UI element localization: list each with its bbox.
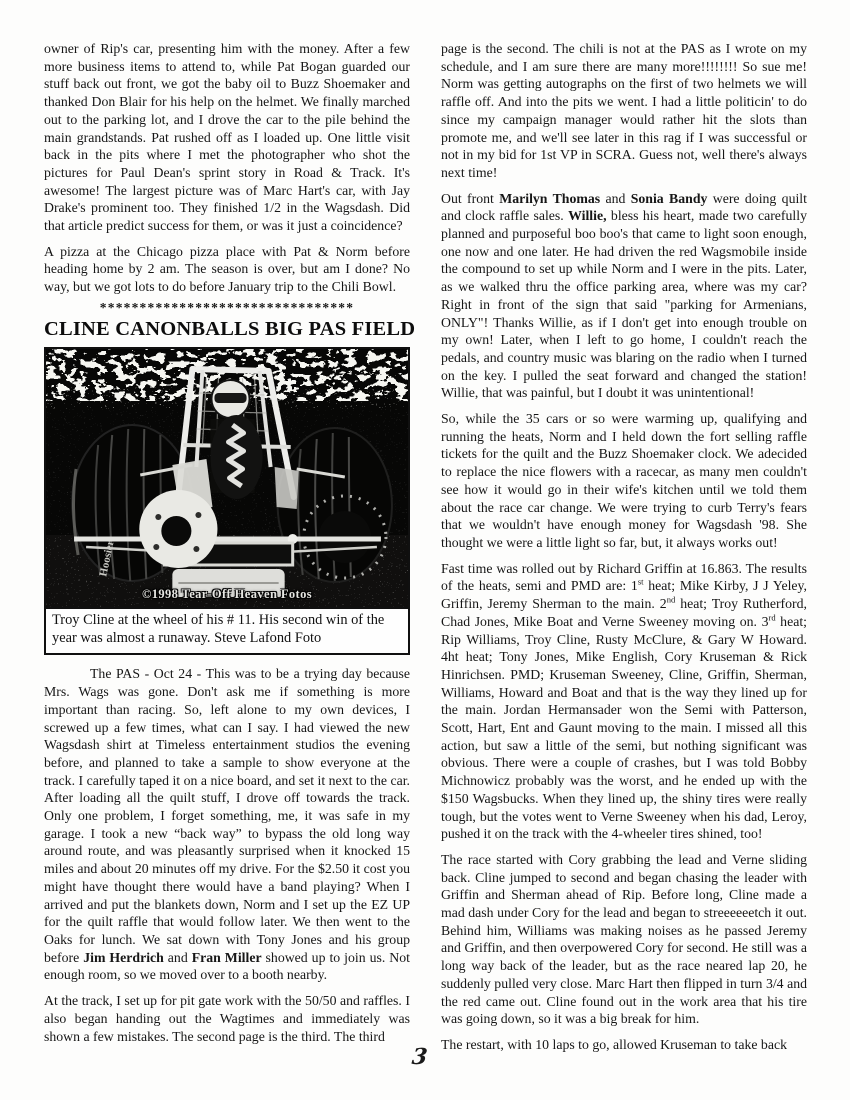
photo-figure	[44, 347, 410, 656]
paragraph-fast-time-results: Fast time was rolled out by Richard Griffin at 16.863. The results of the heats, semi and PMD are: 1st heat; Mike Kirby, J J Yeley, Griffin, Jeremy Sherman to the main. 2nd heat; Troy Rutherford, Chad Jones, Mike Boat and Verne Sweeney moving on. 3rd heat; Rip Williams, Troy Cline, Rusty McClure, & Gary W Howard. 4ht heat; Tony Jones, Mike English, Cory Kruseman & Rick Hinrichsen. PMD; Kruseman Sweeney, Cline, Griffin, Sherman, Williams, Howard and Boat and that is the way they lined up for the main. Jordan Hermansader won the Semi with Patterson, Scott, Hart, Ent and Gaunt moving to the main. I missed all this action, but saw a little of the semi, but nothing significant was obvious. There were a couple of crashes, but I was told Bobby Michnowicz probably was the worst, and he ended up with the $150 Wagsbucks. When they lined up, the shiny tires were really tough, but the votes went to Verne Sweeney when his dad, Leroy, pushed it on the track with the 4-wheeler tires shined, too!	[441, 560, 807, 842]
paragraph-owner-of-rips-car: owner of Rip's car, presenting him with the money. After a few more business items to attend to, while Pat Bogan guarded our stuff back out front, we got the baby oil to Buzz Shoemaker and thanked Don Blair for his help on the helmet. We finally marched out to the parking lot, and I drove the car to the pile behind the main grandstands. Pat rushed off as I loaded up. One little visit back in the pits where I met the photographer who shot the pictures for Paul Dean's sprint story in Road & Track. It's awesome! The largest picture was of Marc Hart's car, with Jay Drake's prominent too. They finished 1/2 in the Wagsdash. Did that article predict success for them, or was it just a coincidence?	[44, 41, 410, 234]
paragraph-pizza-chicago: A pizza at the Chicago pizza place with Pat & Norm before heading home by 2 am. The season is over, but am I done? No way, but we got lots to do before January trip to the Chili Bowl.	[44, 243, 410, 295]
paragraph-race-start: The race started with Cory grabbing the lead and Verne sliding back. Cline jumped to second and began chasing the leader with Griffin and Sherman ahead of Rip. Before long, Cline made a mad dash under Cory for the lead and began to streeeeeetch it out. Behind him, Williams was making noises as he passed Jeremy and Griffin, and then overpowered Cory for second. He still was a long way back of the leader, but as the race neared lap 20, he suddenly pulled very close. Marc Hart then flipped in turn 3/4 and the red came out. Cline found out in the work area that his tire was going down, so it was a big break for him.	[441, 851, 807, 1027]
right-column	[441, 40, 807, 1062]
left-column	[44, 40, 416, 1053]
paragraph-restart: The restart, with 10 laps to go, allowed Kruseman to take back	[441, 1036, 787, 1052]
star-divider: ********************************	[99, 299, 355, 315]
sprint-car-photo	[46, 349, 408, 607]
photo-caption: Troy Cline at the wheel of his # 11. His second win of the year was almost a runaway. Steve Lafond Foto	[46, 607, 408, 654]
sprint-car-photo-art	[46, 349, 408, 607]
photo-watermark: ©1998 Tear-Off Heaven Fotos	[141, 586, 312, 601]
paragraph-out-front-raffle: Out front Marilyn Thomas and Sonia Bandy were doing quilt and clock raffle sales. Willie, bless his heart, made two carefully planned and purposeful boo boo's that came to light soon enough, one now and one later. He had driven the red Wagsmobile inside the compound to set up while Norm and I were in the pits. Later, as we walked thru the office parking area, where was my car? Right in front of the sign that said "parking for Armenians, ONLY"! Thanks Willie, as if I don't get into enough trouble on my own! Later, when I left to go home, I couldn't reach the pedals, and country music was blaring on the radio when I turned on the key. I pulled the seat forward and changed the station! Willie, that was painful, but I doubt it was unintentional!	[441, 190, 807, 401]
paragraph-the-pas-oct-24: The PAS - Oct 24 - This was to be a trying day because Mrs. Wags was gone. Don't ask me if something is more important than racing. So, left alone to my own devices, I screwed up a few times, what can I say. I had viewed the new Wagsdash shirt at Timeless entertainment studios the evening before, and planned to take a sample to show everyone at the track. I carefully taped it on a nice board, and set it next to the car. After loading all the quilt stuff, I drove off towards the track. Only one problem, I forget something, me, it was safe in my garage. I took a new “back way” to bypass the old long way around route, and was pleasantly surprised when it knocked 15 miles and about 20 minutes off my drive. For the $2.50 it cost you might have thought there would have a band playing? When I arrived and put the blankets down, Norm and I set up the EZ UP for the quilt raffle that would follow later. We then went to the Oaks for lunch. We sat down with Tony Jones and his group before Jim Herdrich and Fran Miller showed up to join us. Not enough room, so we moved over to a booth nearby.	[44, 666, 410, 983]
page-number: 3	[410, 1044, 429, 1070]
tire-brand-text: Hoosier	[97, 539, 117, 578]
paragraph-35-cars-warming: So, while the 35 cars or so were warming up, qualifying and running the heats, Norm and I held down the fort selling raffle tickets for the quilt and the Buzz Shoemaker clock. We adecided to replace the nice flowers with a racecar, as many men couldn't see how it would go in their wife's kitchen until we told them about the race car change. We were trying to curb Terry's fears that we wouldn't have enough money for Wagsdash '98. She thought we were a little light so far, but, it always works out!	[441, 411, 807, 550]
paragraph-at-the-track: At the track, I set up for pit gate work with the 50/50 and raffles. I also began handing out the Wagtimes and immediately was shown a few mistakes. The second page is the third. The third	[44, 993, 410, 1044]
article-headline: CLINE CANONBALLS BIG PAS FIELD	[44, 317, 416, 340]
paragraph-page-is-the-second: page is the second. The chili is not at the PAS as I wrote on my schedule, and I am sure there are many more!!!!!!!! So sue me! Norm was getting autographs on the first of two helmets we will raffle off. And into the pits we went. I had a little politicin' to do since my campaign manager would rather hit the slots than promote me, and we'll see later in this rag if I was successful or not in my bid for 1st VP in SCRA. Guess not, well there's always next time!	[441, 41, 807, 180]
